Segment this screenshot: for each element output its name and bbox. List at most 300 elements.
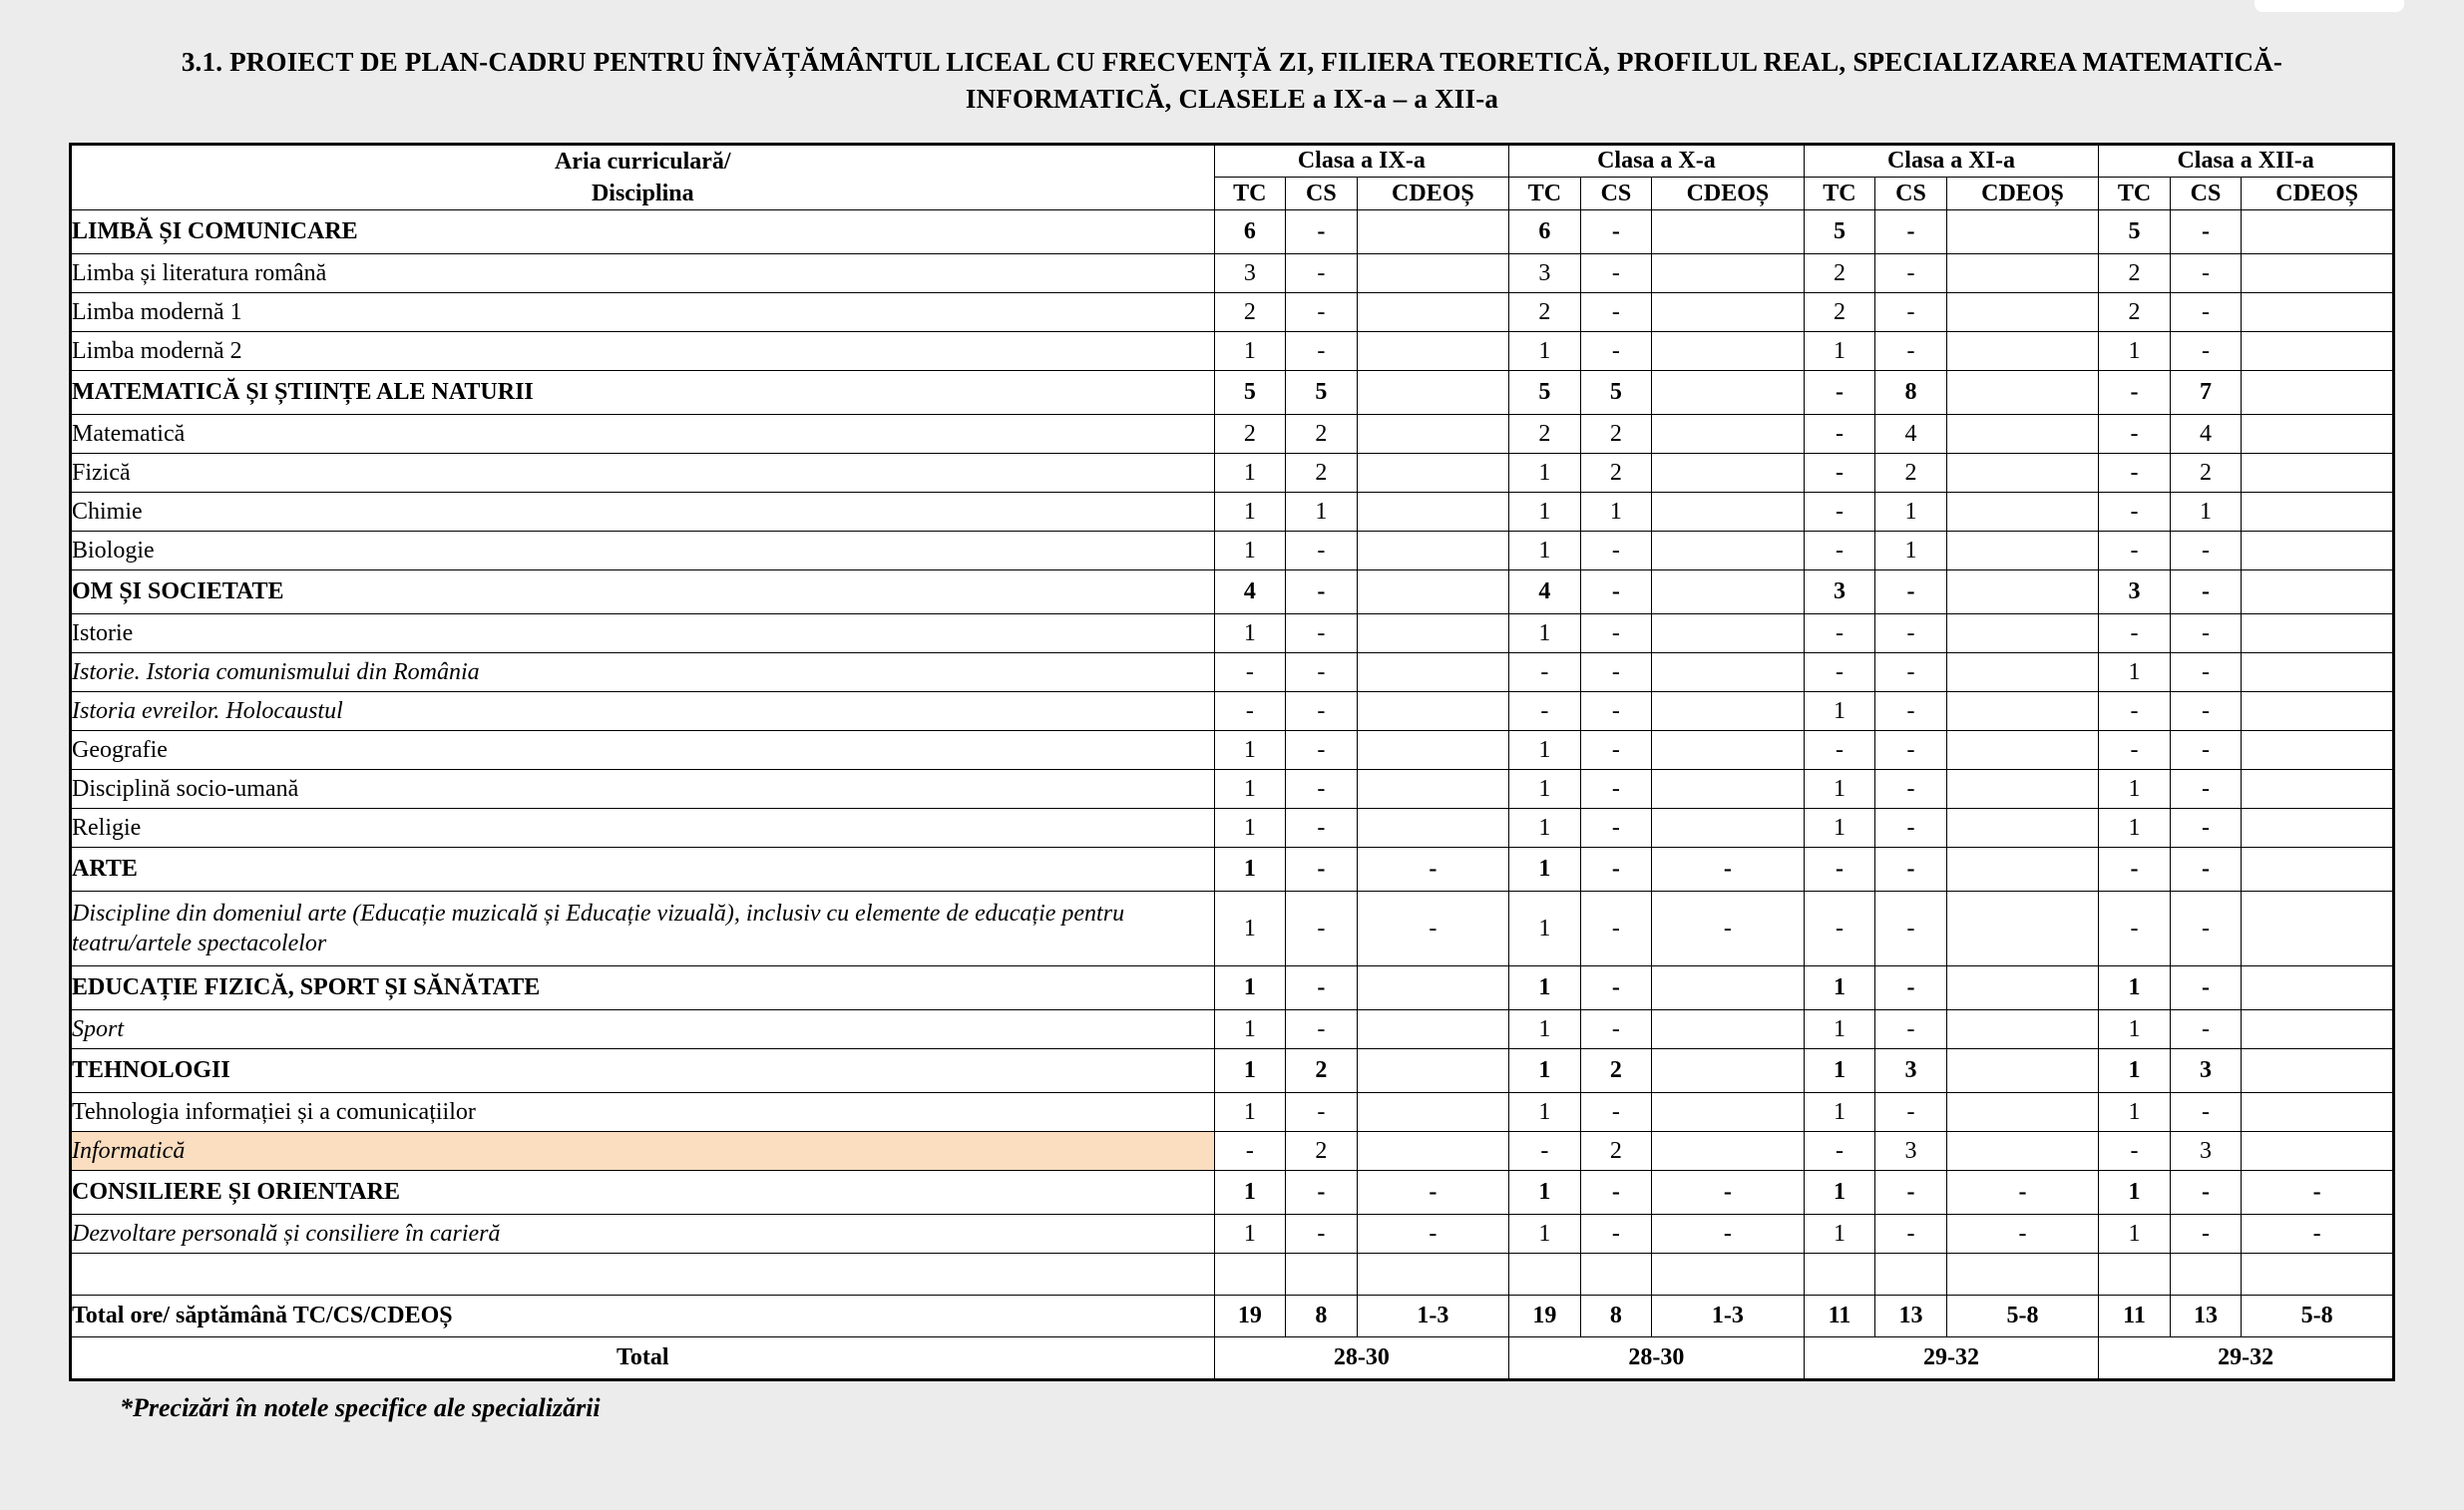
cell-cdeos-class11 [1946, 371, 2099, 415]
cell-cs-class9: - [1286, 1093, 1358, 1132]
table-row [71, 1296, 2394, 1337]
curricular-area-name: LIMBĂ ȘI COMUNICARE [71, 210, 1215, 254]
cell-cdeos-class11 [1946, 1049, 2099, 1093]
cell-cs-class11: - [1875, 1010, 1947, 1049]
cell-cdeos-class10 [1652, 966, 1805, 1010]
cell-cs-class9: - [1286, 1010, 1358, 1049]
cell-cs-class12: 4 [2170, 415, 2242, 454]
header-cdeos-12: CDEOȘ [2242, 178, 2394, 210]
cell-cdeos-class9 [1357, 254, 1509, 293]
cell-tc-class10: - [1509, 1254, 1581, 1296]
cell-tc-class12: 1 [2099, 809, 2171, 848]
cell-cdeos-class10 [1652, 532, 1805, 570]
table-row [71, 692, 2394, 731]
cell-cdeos-class12 [2242, 892, 2394, 966]
cell-tc-class11: - [1804, 493, 1875, 532]
cell-cs-class12: 3 [2170, 1132, 2242, 1171]
cell-tc-class9: 19 [1214, 1296, 1286, 1337]
cell-cdeos-class10 [1652, 332, 1805, 371]
cell-cs-class11: - [1875, 1215, 1947, 1254]
discipline-name: Total ore/ săptămână TC/CS/CDEOȘ [71, 1296, 1215, 1337]
cell-cs-class11: 1 [1875, 532, 1947, 570]
cell-cdeos-class11 [1946, 332, 2099, 371]
cell-cdeos-class9 [1357, 653, 1509, 692]
cell-cs-class11: - [1875, 966, 1947, 1010]
cell-cs-class9: - [1286, 731, 1358, 770]
cell-cs-class10: - [1580, 210, 1652, 254]
discipline-name: Limba și literatura română [71, 254, 1215, 293]
table-row [71, 415, 2394, 454]
table-row [71, 293, 2394, 332]
cell-cs-class9: - [1286, 770, 1358, 809]
header-cdeos-11: CDEOȘ [1946, 178, 2099, 210]
cell-cdeos-class11 [1946, 653, 2099, 692]
table-row [71, 371, 2394, 415]
cell-cdeos-class10: - [1652, 848, 1805, 892]
grand-total-row [71, 1337, 2394, 1380]
cell-cs-class10: - [1580, 532, 1652, 570]
cell-tc-class9: 1 [1214, 1093, 1286, 1132]
cell-tc-class11: 1 [1804, 1215, 1875, 1254]
cell-cdeos-class11 [1946, 210, 2099, 254]
cell-cs-class12: - [2170, 614, 2242, 653]
cell-tc-class11: 1 [1804, 332, 1875, 371]
cell-cs-class9: - [1286, 809, 1358, 848]
cell-tc-class9: 1 [1214, 1010, 1286, 1049]
cell-cdeos-class12 [2242, 415, 2394, 454]
header-cs-11: CS [1875, 178, 1947, 210]
cell-cdeos-class12 [2242, 293, 2394, 332]
cell-cs-class10: - [1580, 1215, 1652, 1254]
cell-tc-class10: - [1509, 1132, 1581, 1171]
cell-tc-class10: 2 [1509, 415, 1581, 454]
cell-cdeos-class11: 5-8 [1946, 1296, 2099, 1337]
cell-cdeos-class9: - [1357, 1215, 1509, 1254]
cell-cs-class11: 13 [1875, 1296, 1947, 1337]
discipline-name: Istorie [71, 614, 1215, 653]
cell-cdeos-class12 [2242, 1093, 2394, 1132]
cell-cdeos-class10 [1652, 493, 1805, 532]
cell-cs-class9: 2 [1286, 1049, 1358, 1093]
cell-tc-class12: - [2099, 614, 2171, 653]
plan-cadru-table [69, 143, 2395, 1382]
cell-tc-class12: 1 [2099, 653, 2171, 692]
curricular-area-name: OM ȘI SOCIETATE [71, 570, 1215, 614]
cell-cs-class12: 7 [2170, 371, 2242, 415]
header-tc-11: TC [1804, 178, 1875, 210]
cell-tc-class9: - [1214, 1132, 1286, 1171]
cell-cs-class10: - [1580, 570, 1652, 614]
grand-total-12: 29-32 [2099, 1337, 2394, 1380]
table-row [71, 653, 2394, 692]
table-row [71, 848, 2394, 892]
cell-cs-class11: - [1875, 770, 1947, 809]
cell-cdeos-class9 [1357, 371, 1509, 415]
cell-tc-class12: - [2099, 892, 2171, 966]
cell-cdeos-class11: - [1946, 1254, 2099, 1296]
table-row [71, 1049, 2394, 1093]
cell-cs-class10: 8 [1580, 1296, 1652, 1337]
table-row [71, 1093, 2394, 1132]
table-row [71, 614, 2394, 653]
cell-tc-class12: - [2099, 371, 2171, 415]
cell-cdeos-class10 [1652, 210, 1805, 254]
cell-cdeos-class9 [1357, 210, 1509, 254]
cell-cs-class11: - [1875, 332, 1947, 371]
cell-cdeos-class11 [1946, 1010, 2099, 1049]
cell-cs-class11: 3 [1875, 1132, 1947, 1171]
cell-tc-class12: 1 [2099, 332, 2171, 371]
cell-cdeos-class12 [2242, 254, 2394, 293]
cell-tc-class9: 1 [1214, 454, 1286, 493]
cell-tc-class11: 1 [1804, 809, 1875, 848]
header-class-10: Clasa a X-a [1509, 144, 1805, 178]
cell-tc-class11: 2 [1804, 293, 1875, 332]
cell-cs-class11: - [1875, 692, 1947, 731]
header-row-classes [71, 144, 2394, 178]
cell-tc-class9: 4 [1214, 570, 1286, 614]
cell-cdeos-class9: - [1357, 892, 1509, 966]
cell-cs-class10: 5 [1580, 371, 1652, 415]
cell-cs-class11: 2 [1875, 1254, 1947, 1296]
cell-cdeos-class12 [2242, 570, 2394, 614]
cell-tc-class10: 1 [1509, 966, 1581, 1010]
cell-cdeos-class12: - [2242, 1254, 2394, 1296]
cell-cs-class9: - [1286, 848, 1358, 892]
cell-cdeos-class11 [1946, 493, 2099, 532]
cell-tc-class9: 1 [1214, 966, 1286, 1010]
cell-tc-class11: - [1804, 1132, 1875, 1171]
cell-cdeos-class12: - [2242, 1215, 2394, 1254]
cell-cs-class9: - [1286, 966, 1358, 1010]
cell-tc-class10: 1 [1509, 1093, 1581, 1132]
cell-cs-class10: - [1580, 966, 1652, 1010]
cell-tc-class9: - [1214, 653, 1286, 692]
cell-tc-class10: 1 [1509, 614, 1581, 653]
cell-tc-class10: 6 [1509, 210, 1581, 254]
cell-cdeos-class9 [1357, 293, 1509, 332]
curricular-area-name: ARTE [71, 848, 1215, 892]
cell-cs-class10: - [1580, 692, 1652, 731]
cell-cs-class12: - [2170, 570, 2242, 614]
discipline-name: Fizică [71, 454, 1215, 493]
cell-tc-class12: - [2099, 415, 2171, 454]
table-row [71, 1132, 2394, 1171]
grand-total-11: 29-32 [1804, 1337, 2099, 1380]
header-tc-9: TC [1214, 178, 1286, 210]
cell-tc-class12: 1 [2099, 1093, 2171, 1132]
discipline-name: Limba modernă 2 [71, 332, 1215, 371]
header-tc-12: TC [2099, 178, 2171, 210]
cell-tc-class9: 1 [1214, 770, 1286, 809]
cell-cs-class11: - [1875, 731, 1947, 770]
cell-cs-class12: - [2170, 1093, 2242, 1132]
discipline-name: Sport [71, 1010, 1215, 1049]
cell-cs-class11: - [1875, 653, 1947, 692]
cell-cs-class10: - [1580, 731, 1652, 770]
cell-tc-class9: 1 [1214, 1215, 1286, 1254]
cell-tc-class12: - [2099, 731, 2171, 770]
cell-cdeos-class9 [1357, 731, 1509, 770]
footnote: *Precizări în notele specifice ale specializării [120, 1393, 601, 1423]
curricular-area-name: CONSILIERE ȘI ORIENTARE [71, 1171, 1215, 1215]
table-row [71, 1254, 2394, 1296]
cell-cdeos-class12 [2242, 653, 2394, 692]
cell-tc-class12: 1 [2099, 1049, 2171, 1093]
cell-tc-class9: 1 [1214, 614, 1286, 653]
cell-cdeos-class10 [1652, 371, 1805, 415]
cell-tc-class12: 1 [2099, 1215, 2171, 1254]
cell-cdeos-class10: - [1652, 1215, 1805, 1254]
cell-cs-class9: - [1286, 293, 1358, 332]
cell-tc-class11: - [1804, 532, 1875, 570]
cell-cs-class10: 1 [1580, 493, 1652, 532]
cell-cdeos-class12 [2242, 454, 2394, 493]
cell-tc-class9: 1 [1214, 332, 1286, 371]
cell-tc-class9: 2 [1214, 415, 1286, 454]
curricular-area-name: EDUCAȚIE FIZICĂ, SPORT ȘI SĂNĂTATE [71, 966, 1215, 1010]
cell-cs-class9: 1 [1286, 493, 1358, 532]
cell-cdeos-class9 [1357, 614, 1509, 653]
cell-tc-class11: 1 [1804, 966, 1875, 1010]
header-discipline-line2: Disciplina [591, 180, 694, 206]
cell-cdeos-class11: - [1946, 1215, 2099, 1254]
cell-cs-class9: - [1286, 532, 1358, 570]
cell-cdeos-class11 [1946, 614, 2099, 653]
cell-cdeos-class12: 5-8 [2242, 1296, 2394, 1337]
cell-cs-class9: - [1286, 210, 1358, 254]
cell-cdeos-class12 [2242, 692, 2394, 731]
discipline-name: Istoria evreilor. Holocaustul [71, 692, 1215, 731]
cell-cs-class12: - [2170, 770, 2242, 809]
cell-tc-class11: - [1804, 848, 1875, 892]
cell-cs-class12: - [2170, 1171, 2242, 1215]
cell-cs-class12: - [2170, 892, 2242, 966]
table-row [71, 892, 2394, 966]
cell-cdeos-class12 [2242, 332, 2394, 371]
cell-cdeos-class12 [2242, 966, 2394, 1010]
header-cs-10: CS [1580, 178, 1652, 210]
cell-cdeos-class10 [1652, 1093, 1805, 1132]
cell-tc-class11: 1 [1804, 692, 1875, 731]
cell-cdeos-class10 [1652, 254, 1805, 293]
cell-cdeos-class10 [1652, 293, 1805, 332]
cell-cs-class11: 4 [1875, 415, 1947, 454]
cell-cdeos-class9 [1357, 692, 1509, 731]
cell-tc-class9: - [1214, 1254, 1286, 1296]
table-row [71, 731, 2394, 770]
cell-cs-class11: - [1875, 210, 1947, 254]
cell-cs-class12: - [2170, 692, 2242, 731]
cell-cs-class9: - [1286, 653, 1358, 692]
cell-tc-class9: 1 [1214, 1171, 1286, 1215]
cell-cdeos-class10 [1652, 692, 1805, 731]
cell-cdeos-class9 [1357, 1049, 1509, 1093]
cell-tc-class9: 1 [1214, 493, 1286, 532]
cell-tc-class12: 5 [2099, 210, 2171, 254]
cell-tc-class10: 2 [1509, 293, 1581, 332]
cell-cs-class10: - [1580, 1171, 1652, 1215]
cell-cs-class9: - [1286, 614, 1358, 653]
cell-cs-class12: 3 [2170, 1254, 2242, 1296]
cell-cs-class11: - [1875, 848, 1947, 892]
discipline-name: Dezvoltare personală și consiliere în carieră [71, 1215, 1215, 1254]
header-class-9: Clasa a IX-a [1214, 144, 1509, 178]
cell-tc-class9: 1 [1214, 731, 1286, 770]
cell-cs-class10: 1 [1580, 1254, 1652, 1296]
cell-cs-class12: 13 [2170, 1296, 2242, 1337]
table-row [71, 1215, 2394, 1254]
discipline-name: Chimie [71, 493, 1215, 532]
discipline-name: Matematică [71, 415, 1215, 454]
cell-tc-class10: 3 [1509, 254, 1581, 293]
table-row [71, 532, 2394, 570]
discipline-name: Informatică [71, 1132, 1215, 1171]
cell-cs-class10: - [1580, 293, 1652, 332]
table-foot [71, 1337, 2394, 1380]
cell-cdeos-class11 [1946, 1093, 2099, 1132]
cell-cdeos-class11: - [1946, 1171, 2099, 1215]
cell-tc-class11: 11 [1804, 1296, 1875, 1337]
cell-tc-class11: - [1804, 614, 1875, 653]
grand-total-10: 28-30 [1509, 1337, 1805, 1380]
cell-cdeos-class10 [1652, 570, 1805, 614]
cell-cs-class12: - [2170, 731, 2242, 770]
cell-cdeos-class11 [1946, 770, 2099, 809]
cell-cs-class9: 8 [1286, 1296, 1358, 1337]
table-row [71, 1010, 2394, 1049]
cell-tc-class9: 1 [1214, 892, 1286, 966]
cell-tc-class10: 1 [1509, 1049, 1581, 1093]
grand-total-label: Total [71, 1337, 1215, 1380]
cell-tc-class10: 5 [1509, 371, 1581, 415]
cell-cdeos-class12 [2242, 493, 2394, 532]
cell-tc-class11: 2 [1804, 254, 1875, 293]
cell-tc-class11: 1 [1804, 1093, 1875, 1132]
cell-cs-class11: 3 [1875, 1049, 1947, 1093]
cell-tc-class12: 1 [2099, 1171, 2171, 1215]
cell-cs-class10: 2 [1580, 415, 1652, 454]
cell-cs-class11: - [1875, 1093, 1947, 1132]
grand-total-9: 28-30 [1214, 1337, 1509, 1380]
cell-cs-class12: - [2170, 653, 2242, 692]
cell-cs-class10: 2 [1580, 454, 1652, 493]
cell-cs-class10: - [1580, 1093, 1652, 1132]
table-row [71, 210, 2394, 254]
cell-cdeos-class12 [2242, 848, 2394, 892]
cell-tc-class10: 1 [1509, 770, 1581, 809]
cell-cs-class10: - [1580, 1010, 1652, 1049]
cell-cdeos-class11 [1946, 1132, 2099, 1171]
cell-cdeos-class9 [1357, 454, 1509, 493]
cell-cdeos-class12 [2242, 1010, 2394, 1049]
discipline-name: Tehnologia informației și a comunicațiilor [71, 1093, 1215, 1132]
cell-cs-class10: - [1580, 892, 1652, 966]
header-cdeos-10: CDEOȘ [1652, 178, 1805, 210]
cell-cdeos-class9 [1357, 570, 1509, 614]
cell-tc-class12: - [2099, 454, 2171, 493]
cell-cs-class10: 2 [1580, 1049, 1652, 1093]
cell-tc-class12: - [2099, 1254, 2171, 1296]
header-cdeos-9: CDEOȘ [1357, 178, 1509, 210]
cell-tc-class11: - [1804, 892, 1875, 966]
cell-cdeos-class9: 1-3 [1357, 1296, 1509, 1337]
cell-cdeos-class9: - [1357, 1254, 1509, 1296]
cell-cs-class11: - [1875, 570, 1947, 614]
cell-tc-class9: 1 [1214, 532, 1286, 570]
cell-cdeos-class11 [1946, 415, 2099, 454]
page-title: 3.1. PROIECT DE PLAN-CADRU PENTRU ÎNVĂȚĂMÂNTUL LICEAL CU FRECVENȚĂ ZI, FILIERA TEORETICĂ, PROFILUL REAL, SPECIALIZAREA MATEMATICĂ-INFORMATICĂ, CLASELE a IX-a – a XII-a [181, 47, 2283, 115]
cell-cs-class11: - [1875, 293, 1947, 332]
cell-cdeos-class10 [1652, 809, 1805, 848]
cell-cdeos-class10 [1652, 653, 1805, 692]
cell-cdeos-class9 [1357, 809, 1509, 848]
cell-cs-class9: - [1286, 892, 1358, 966]
cell-cdeos-class10 [1652, 1010, 1805, 1049]
cell-tc-class12: - [2099, 493, 2171, 532]
discipline-name: Geografie [71, 731, 1215, 770]
table-row [71, 1171, 2394, 1215]
cell-cdeos-class10 [1652, 454, 1805, 493]
discipline-name: CS flexibil* [71, 1254, 1215, 1296]
cell-tc-class10: 19 [1509, 1296, 1581, 1337]
cell-cs-class12: - [2170, 254, 2242, 293]
cell-tc-class10: 1 [1509, 731, 1581, 770]
cell-cdeos-class10 [1652, 415, 1805, 454]
cell-cdeos-class12 [2242, 210, 2394, 254]
cell-tc-class10: 1 [1509, 848, 1581, 892]
cell-cdeos-class12 [2242, 770, 2394, 809]
table-row [71, 454, 2394, 493]
cell-cdeos-class11 [1946, 254, 2099, 293]
cell-cdeos-class11 [1946, 570, 2099, 614]
header-cs-12: CS [2170, 178, 2242, 210]
cell-tc-class12: 1 [2099, 966, 2171, 1010]
cell-cs-class11: - [1875, 1171, 1947, 1215]
cell-cs-class10: - [1580, 770, 1652, 809]
table-head [71, 144, 2394, 210]
cell-tc-class12: 2 [2099, 293, 2171, 332]
cell-cdeos-class9: - [1357, 848, 1509, 892]
cell-tc-class9: 1 [1214, 848, 1286, 892]
cell-cdeos-class12 [2242, 1132, 2394, 1171]
cell-cdeos-class10: - [1652, 892, 1805, 966]
cell-tc-class12: 3 [2099, 570, 2171, 614]
cell-cs-class12: - [2170, 332, 2242, 371]
cell-cs-class9: 2 [1286, 415, 1358, 454]
cell-cdeos-class9 [1357, 966, 1509, 1010]
header-class-12: Clasa a XII-a [2099, 144, 2394, 178]
cell-tc-class11: - [1804, 454, 1875, 493]
cell-cs-class10: - [1580, 614, 1652, 653]
cell-cs-class11: - [1875, 254, 1947, 293]
cell-cs-class12: - [2170, 809, 2242, 848]
cell-cs-class9: 5 [1286, 371, 1358, 415]
header-tc-10: TC [1509, 178, 1581, 210]
cell-cdeos-class10: - [1652, 1254, 1805, 1296]
cell-tc-class11: - [1804, 653, 1875, 692]
cell-tc-class11: 1 [1804, 1171, 1875, 1215]
cell-cdeos-class12 [2242, 731, 2394, 770]
header-class-11: Clasa a XI-a [1804, 144, 2099, 178]
cell-cs-class9: 2 [1286, 454, 1358, 493]
cell-tc-class11: 1 [1804, 770, 1875, 809]
cell-tc-class12: 1 [2099, 770, 2171, 809]
cell-cdeos-class9 [1357, 770, 1509, 809]
curricular-area-name: TEHNOLOGII [71, 1049, 1215, 1093]
discipline-name: Limba modernă 1 [71, 293, 1215, 332]
cell-cdeos-class12 [2242, 1049, 2394, 1093]
